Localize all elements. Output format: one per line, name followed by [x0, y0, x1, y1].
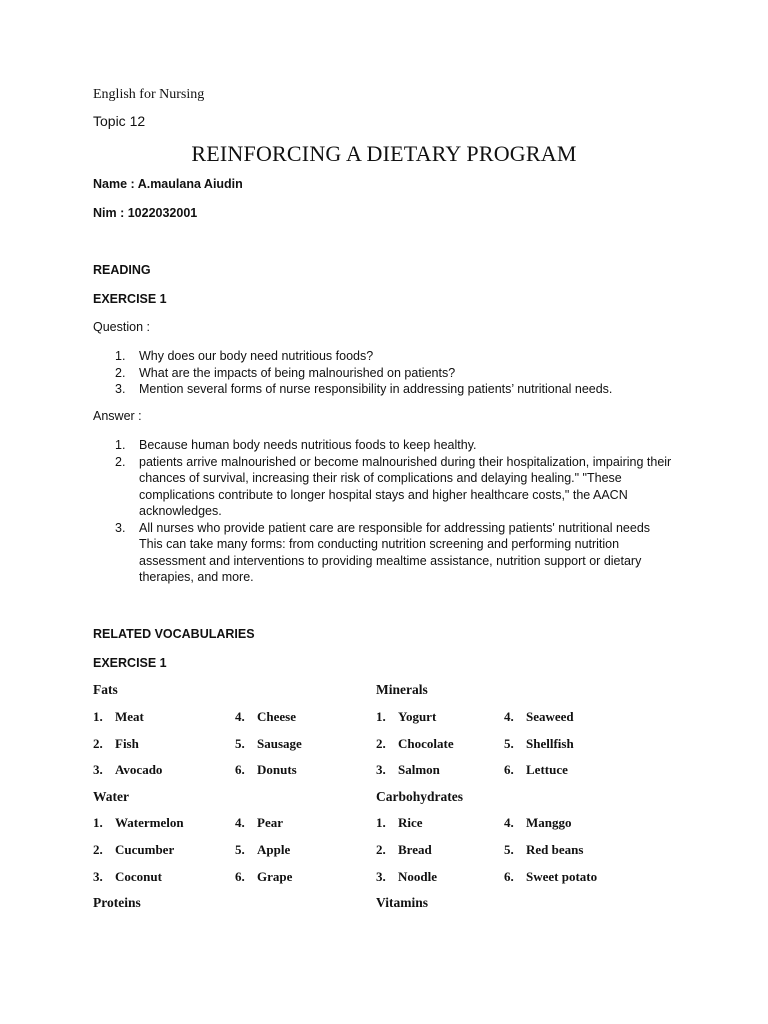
category-vitamins: Vitamins: [376, 895, 429, 910]
vocab-item: 6. Grape: [235, 869, 293, 884]
document-title: REINFORCING A DIETARY PROGRAM: [191, 141, 577, 166]
vocab-item: 1. Meat: [93, 709, 144, 724]
vocab-item: 1. Rice: [376, 815, 423, 830]
category-fats: Fats: [93, 682, 118, 697]
vocab-item: 3. Salmon: [376, 762, 440, 777]
vocab-item: 6. Sweet potato: [504, 869, 598, 884]
vocabularies-heading: RELATED VOCABULARIES: [93, 627, 255, 641]
vocab-item: 4. Manggo: [504, 815, 572, 830]
reading-exercise-heading: EXERCISE 1: [93, 292, 167, 306]
list-item: [93, 520, 683, 586]
vocab-item: 2. Bread: [376, 842, 432, 857]
question-list: [93, 348, 683, 398]
answer-label: Answer :: [93, 409, 142, 423]
list-item: [93, 437, 683, 454]
category-water: Water: [93, 789, 129, 804]
question-number: 3.: [115, 382, 126, 396]
list-item: [93, 381, 683, 398]
question-number: 2.: [115, 365, 126, 380]
question-text: Mention several forms of nurse responsibility in addressing patients’ nutritional needs.: [139, 382, 613, 396]
question-number: 1.: [115, 349, 126, 363]
vocab-item: 1. Yogurt: [376, 709, 437, 724]
category-proteins: Proteins: [93, 895, 141, 910]
answer-text: Because human body needs nutritious foods to keep healthy.: [139, 438, 477, 452]
vocab-exercise-heading: EXERCISE 1: [93, 656, 167, 670]
vocab-item: 4. Pear: [235, 815, 283, 830]
student-name: Name : A.maulana Aiudin: [93, 177, 243, 191]
category-carbohydrates: Carbohydrates: [376, 789, 463, 804]
answer-text: All nurses who provide patient care are responsible for addressing patients' nutritional needs This can take many forms: from conducting nutrition screening and performing nutrition assessment and interventions to providing mealtime assistance, nutrition support or dietary therapies, and more.: [139, 520, 651, 584]
answer-number: 1.: [115, 438, 126, 452]
vocab-item: 3. Avocado: [93, 762, 163, 777]
list-item: [93, 348, 683, 365]
answer-number: 2.: [115, 454, 126, 469]
list-item: [93, 365, 683, 382]
vocab-item: 2. Fish: [93, 736, 139, 751]
vocab-item: 6. Lettuce: [504, 762, 568, 777]
answer-number: 3.: [115, 520, 126, 535]
vocab-item: 2. Chocolate: [376, 736, 454, 751]
topic-number: Topic 12: [93, 113, 146, 129]
question-label: Question :: [93, 320, 150, 334]
category-minerals: Minerals: [376, 682, 428, 697]
answer-list: [93, 437, 683, 586]
vocab-item: 2. Cucumber: [93, 842, 175, 857]
vocab-item: 5. Shellfish: [504, 736, 574, 751]
vocab-item: 5. Red beans: [504, 842, 584, 857]
vocab-item: 1. Watermelon: [93, 815, 184, 830]
answer-text: patients arrive malnourished or become malnourished during their hospitalization, impairing their chances of survival, increasing their risk of complications and delaying healing." "These complications contribute to longer hospital stays and higher healthcare costs," the AACN acknowledges.: [139, 454, 672, 518]
vocab-item: 6. Donuts: [235, 762, 297, 777]
question-text: Why does our body need nutritious foods?: [139, 349, 374, 363]
list-item: [93, 454, 683, 520]
student-nim: Nim : 1022032001: [93, 206, 198, 220]
vocab-item: 3. Coconut: [93, 869, 162, 884]
vocab-item: 3. Noodle: [376, 869, 437, 884]
question-text: What are the impacts of being malnourished on patients?: [139, 365, 456, 380]
course-name: English for Nursing: [93, 87, 205, 102]
vocab-item: 5. Apple: [235, 842, 291, 857]
vocab-item: 4. Cheese: [235, 709, 296, 724]
reading-heading: READING: [93, 263, 151, 277]
vocab-item: 4. Seaweed: [504, 709, 574, 724]
vocab-item: 5. Sausage: [235, 736, 302, 751]
